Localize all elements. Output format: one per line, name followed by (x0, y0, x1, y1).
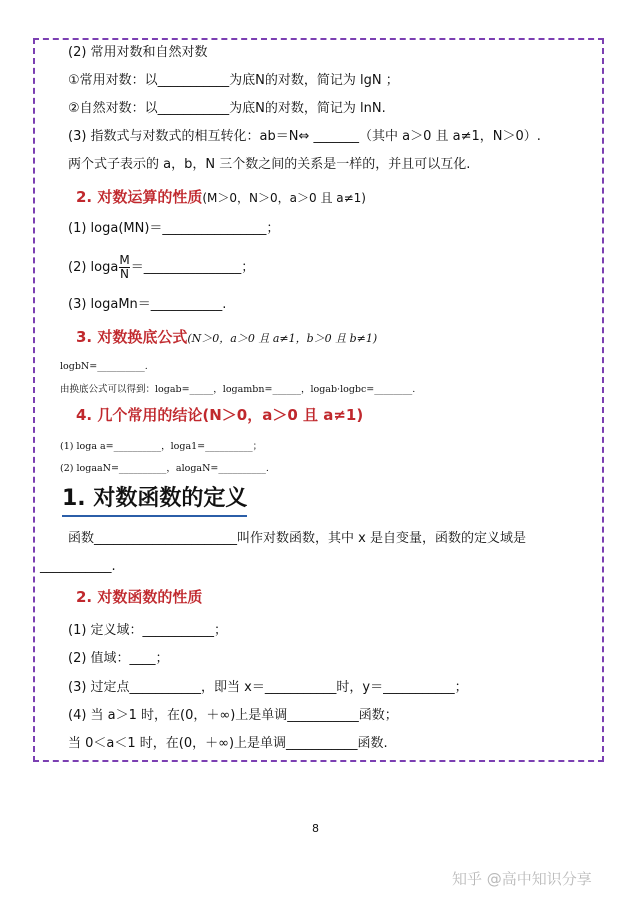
heading-log-function-properties: 2. 对数函数的性质 (76, 588, 203, 606)
exp-log-conversion-line: (3) 指数式与对数式的相互转化：ab＝N⇔ _______（其中 a＞0 且 a≠1，N＞0）. (68, 129, 541, 144)
quotient-fraction (119, 254, 129, 281)
conclusion-line-2: (2) logaaN=__________，alogaN=__________. (60, 463, 269, 474)
property-monotonic-a-gt-1: (4) 当 a＞1 时，在(0，＋∞)上是单调___________函数； (68, 708, 398, 723)
relation-note-line: 两个式子表示的 a，b，N 三个数之间的关系是一样的，并且可以互化. (68, 157, 471, 172)
property-range-line: (2) 值域：____； (68, 651, 169, 666)
quotient-prefix: (2) loga (68, 260, 119, 275)
heading-common-conclusions: 4. 几个常用的结论(N＞0，a＞0 且 a≠1) (76, 406, 364, 424)
property-fixed-point-line: (3) 过定点___________，即当 x＝___________时，y＝___________； (68, 680, 468, 695)
quotient-suffix: ＝_______________； (130, 260, 255, 275)
conclusion-line-1: (1) loga a=__________，loga1=__________； (60, 441, 263, 452)
subsection-common-natural-log: (2) 常用对数和自然对数 (68, 45, 208, 60)
heading-log-properties (76, 188, 366, 207)
fraction-numerator: M (119, 253, 130, 267)
property-power-line: (3) logaMn＝___________. (68, 297, 227, 312)
zhihu-watermark: 知乎 @高中知识分享 (452, 870, 592, 888)
heading-log-properties-title: 2. 对数运算的性质 (76, 188, 203, 206)
fraction-denominator: N (120, 267, 130, 281)
definition-line-2: ___________. (40, 559, 116, 574)
property-quotient-line (68, 254, 254, 281)
heading-log-properties-condition: (M＞0，N＞0，a＞0 且 a≠1) (202, 191, 366, 205)
heading-change-of-base-title: 3. 对数换底公式 (76, 328, 188, 346)
property-product-line: (1) loga(MN)＝________________； (68, 221, 280, 236)
common-log-line: ①常用对数：以___________为底N的对数，简记为 lgN ； (68, 73, 399, 88)
change-of-base-derived: 由换底公式可以得到：logab=_____，logambn=______，logab·logbc=________. (60, 384, 416, 395)
property-domain-line: (1) 定义域：___________； (68, 623, 228, 638)
heading-change-of-base-condition: (N＞0，a＞0 且 a≠1，b＞0 且 b≠1) (187, 332, 378, 345)
heading-change-of-base (76, 328, 377, 348)
section-title-log-function-definition: 1. 对数函数的定义 (62, 485, 247, 517)
change-of-base-formula: logbN=__________. (60, 361, 148, 372)
natural-log-line: ②自然对数：以___________为底N的对数，简记为 lnN. (68, 101, 386, 116)
property-monotonic-a-lt-1: 当 0＜a＜1 时，在(0，＋∞)上是单调___________函数. (68, 736, 388, 751)
definition-line-1: 函数______________________叫作对数函数，其中 x 是自变量，函数的定义域是 (68, 531, 526, 546)
page-number: 8 (312, 822, 319, 835)
